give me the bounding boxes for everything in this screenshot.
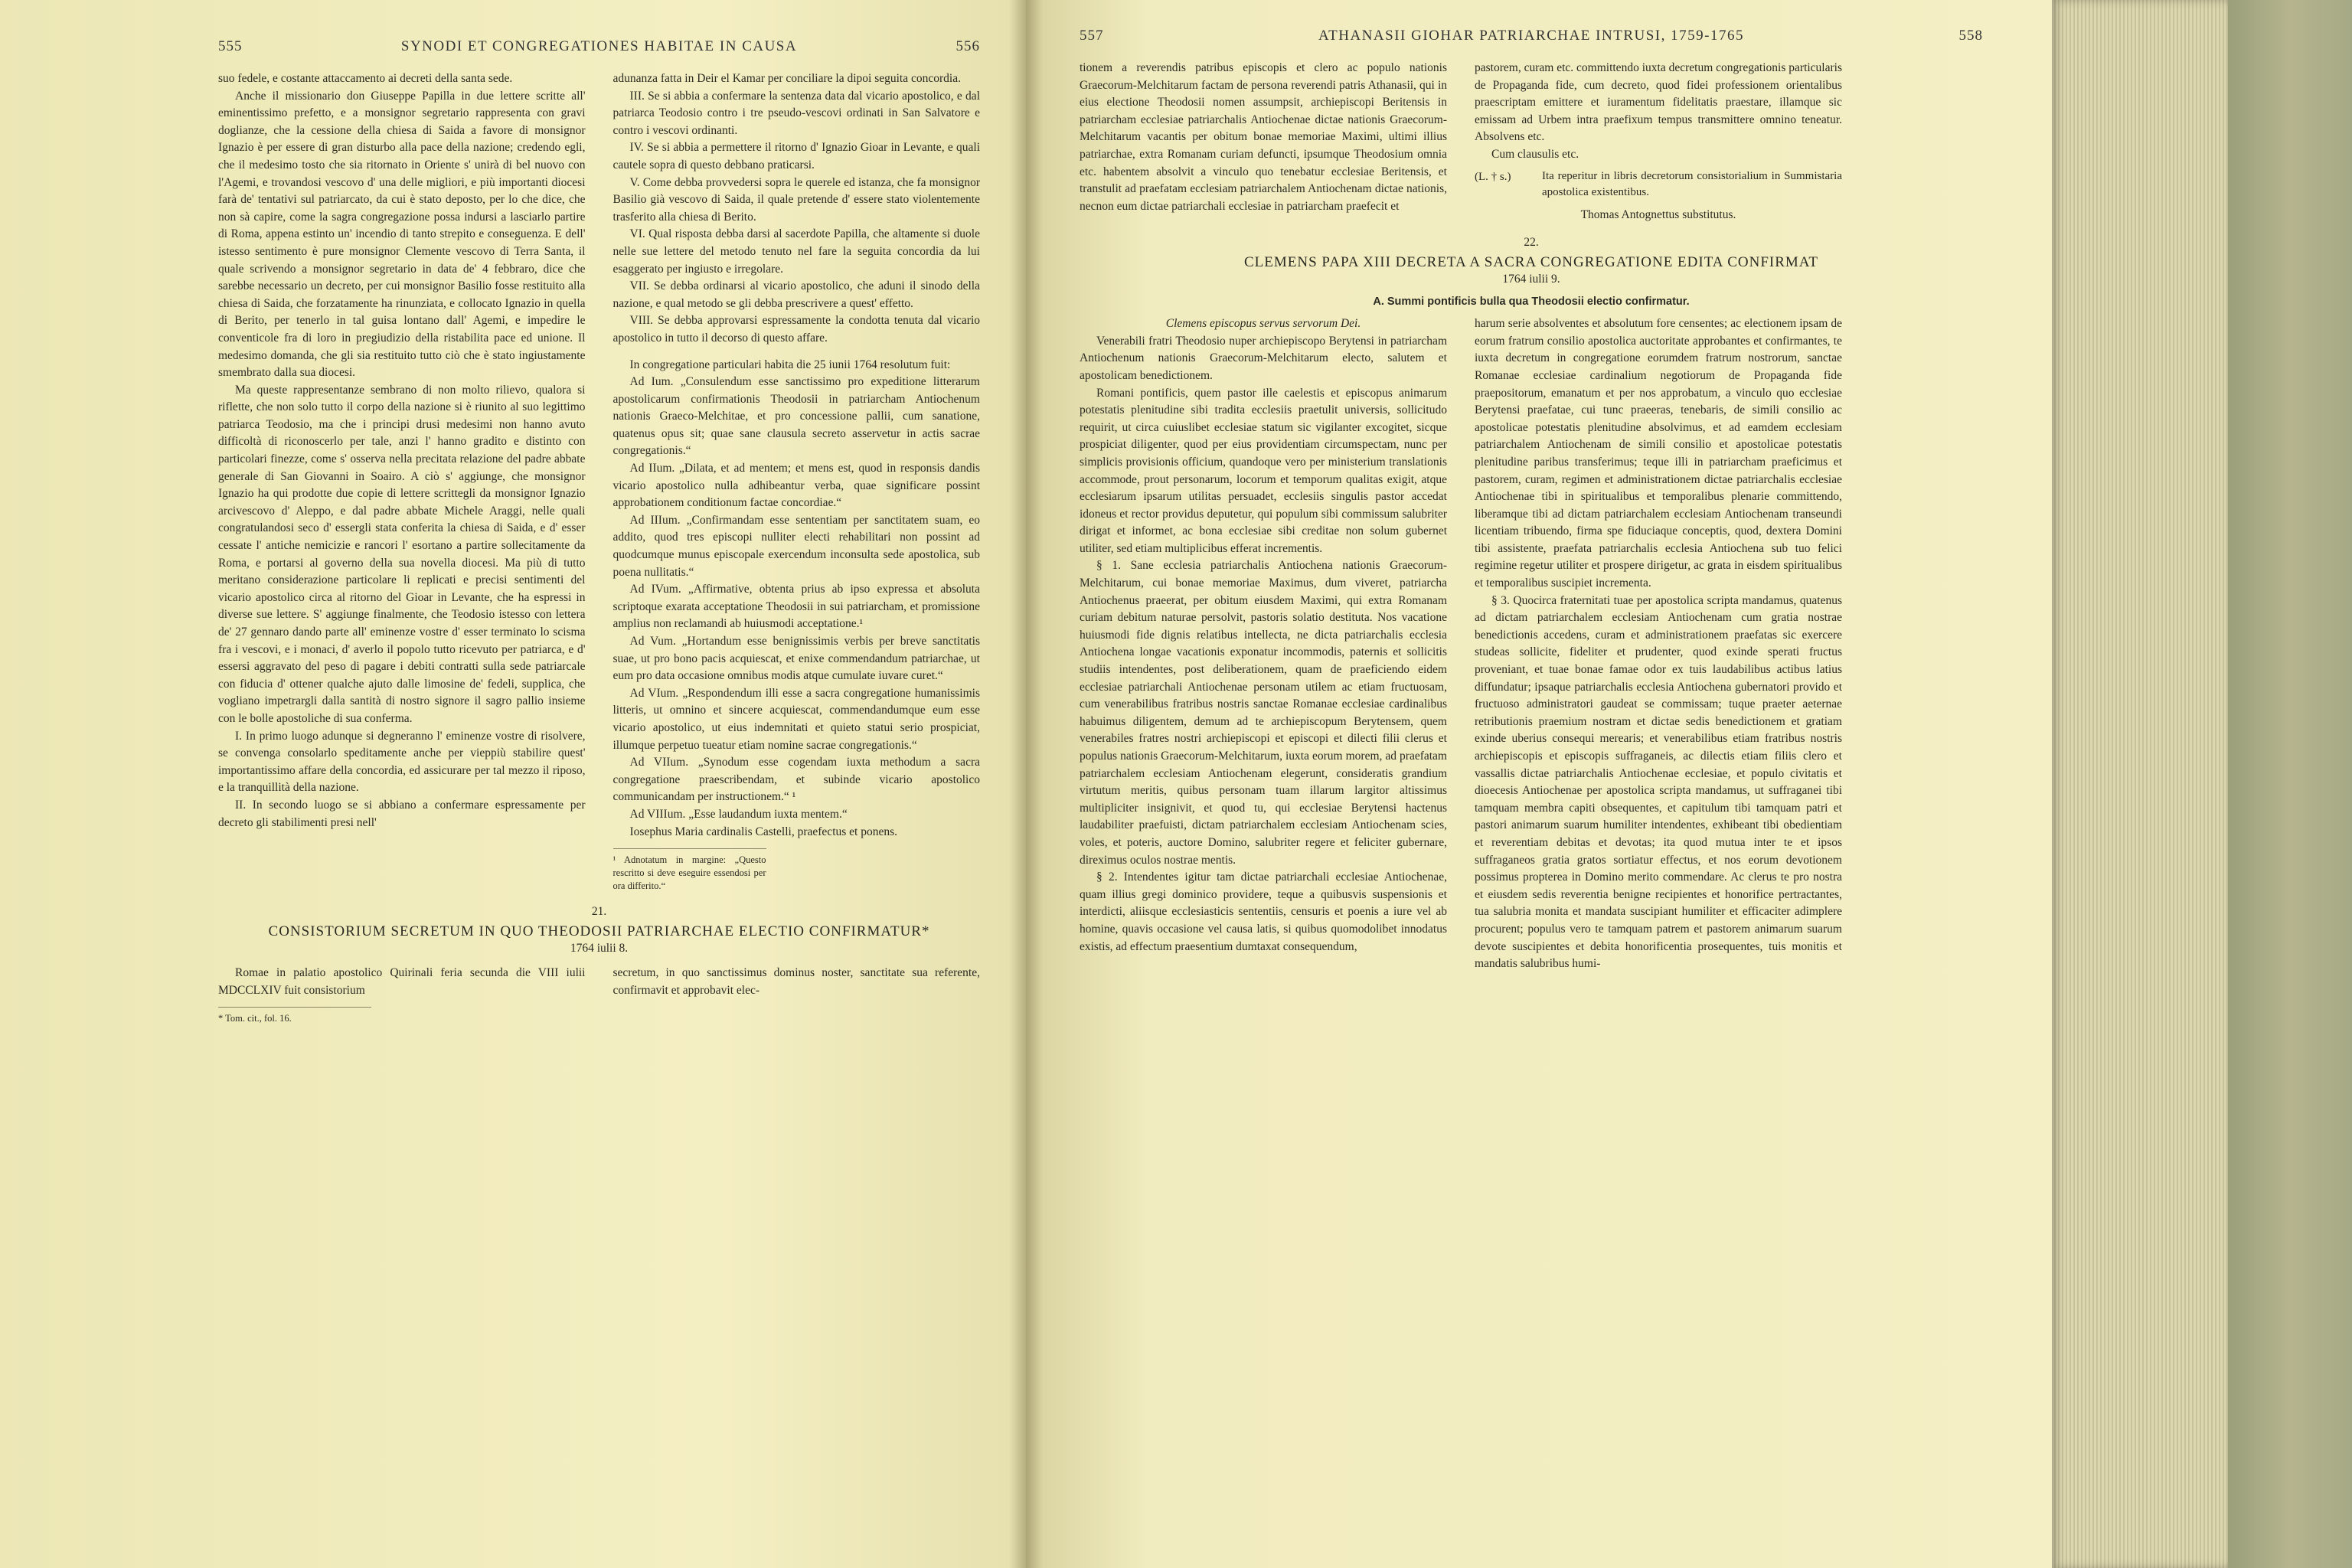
left-running-head <box>218 38 980 55</box>
right-columns <box>1080 315 1983 973</box>
section-columns <box>218 965 980 1025</box>
paragraph: Ad Vum. „Hortandum esse benignissimis verbis per breve sanctitatis suae, ut pro bono pacis acquiescat, et enixe commendandum patriarchae, ut eum pro data occasione omnibus modis atque cumulate iuvare curet.“ <box>612 635 980 683</box>
left-page <box>0 0 1026 1568</box>
paragraph: Ad IIIum. „Confirmandam esse sententiam per sanctitatem suam, eo addito, quod tres episcopi nulliter electi rehabilitari non possint ad quodcumque munus episcopale exercendum inconsulta sede apostolica, sub poena nullitatis.“ <box>612 513 980 579</box>
paragraph: II. In secondo luogo se si abbiano a confermare espressamente per decreto gli stabilimenti presi nell' <box>218 798 586 829</box>
paragraph: In congregatione particulari habita die 25 iunii 1764 resolutum fuit: <box>629 358 951 371</box>
section-date: 1764 iulii 8. <box>570 942 629 956</box>
paragraph: Ad VIIIum. „Esse laudandum iuxta mentem.“ <box>629 807 848 821</box>
paragraph: suo fedele, e costante attaccamento ai decreti della santa sede. <box>218 72 513 85</box>
right-top-column-1 <box>1080 60 1447 224</box>
paragraph: pastorem, curam etc. committendo iuxta decretum congregationis particularis de Propaganda fide, cum decreto, quod fidei professionem orientalibus praescriptam emittere et iuramentum fidelitatis praestare, illamque sic emissam ad Urbem intra praefixum tempus transmittere omnino teneatur. Absolvens etc. <box>1475 61 1842 144</box>
page-edges <box>2052 0 2228 1568</box>
paragraph: § 2. Intendentes igitur tam dictae patriarchali ecclesiae Antiochenae, quam illius gregi dominico providere, teque a quibusvis suspensionis et interdicti, aliisque ecclesiasticis sententiis, censuris et poenis a iure vel ab homine, quavis occasione vel causa latis, si quibus quomodolibet innodatus existis, ad effectum praesentium dumtaxat consequendum, <box>1080 871 1447 953</box>
paragraph: Venerabili fratri Theodosio nuper archiepiscopo Berytensi in patriarcham Antiochenum nationis Graecorum-Melchitarum electo, salutem et apostolicam benedictionem. <box>1080 334 1447 382</box>
book-cover <box>2228 0 2352 1568</box>
section-title: CLEMENS PAPA XIII DECRETA A SACRA CONGREGATIONE EDITA CONFIRMAT <box>1243 254 1819 271</box>
paragraph: VIII. Se debba approvarsi espressamente la condotta tenuta dal vicario apostolico in tutto il decorso di questo affare. <box>612 314 980 345</box>
signature: Thomas Antognettus substitutus. <box>1580 207 1736 221</box>
paragraph: harum serie absolventes et absolutum fore censentes; ac electionem ipsam de eorum fratrum consilio apostolica auctoritate approbantes et confirmantes, te iuxta decretum in congregatione eorumdem fratrum nostrorum, sanctae Romanae ecclesiae cardinalium negotiorum de Propaganda fide praepositorum, emanatum et per nos approbatum, a vinculo quo ecclesiae Berytensi praefatae, cui tunc praeeras, tenebaris, de simili consilio ac apostolicae potestatis plenitudine absolvimus, et ad eamdem ecclesiam patriarchalem Antiochenam de simili consilio et apostolicae potestatis plenitudine paribus transferimus; teque illi in patriarcham praeficimus et pastorem, curam, regimen et administrationem dictae patriarchalis ecclesiae Antiochenae tibi in spiritualibus et temporalibus plenarie committendo, liberamque tibi ad dictam patriarchalem ecclesiam Antiochenam transeundi licentiam tribuendo, firma spe fiduciaque conceptis, quod, dextera Domini tibi assistente, praefata patriarchalis ecclesia Antiochena sub tuo felici regimine regetur utiliter et prospere dirigetur, ac grata in eisdem spiritualibus et temporalibus suscipiet incrementa. <box>1475 317 1842 590</box>
seal-mark: (L. † s.) <box>1475 170 1511 183</box>
papal-salutation: Clemens episcopus servus servorum Dei. <box>1165 317 1361 331</box>
right-header-title: ATHANASII GIOHAR PATRIARCHAE INTRUSI, 1759-1765 <box>1318 28 1744 44</box>
section-number: 22. <box>1524 236 1539 250</box>
paragraph: VII. Se debba ordinarsi al vicario apostolico, che aduni il sinodo della nazione, e qual metodo se gli debba prescrivere a quest' effetto. <box>612 279 980 310</box>
section-subhead: A. Summi pontificis bulla qua Theodosii electio confirmatur. <box>1373 296 1690 309</box>
section-number: 21. <box>591 905 607 919</box>
paragraph: Romani pontificis, quem pastor ille caelestis et episcopus animarum potestatis plenitudine sibi tradita ecclesiis praetulit universis, sollicitudo requirit, ut circa cuiuslibet ecclesiae statum sic vigilanter excogitet, sicque prospiciat diligenter, quod per eius providentiam circumspectam, nunc per simplicis provisionis officium, quandoque vero per ministerium translationis accommode, prout personarum, locorum et temporum qualitas exigit, atque ecclesiarum ipsarum utilitas persuadet, ecclesiis singulis pastor accedat idoneus et rector providus deputetur, qui populum sibi commissum salubriter dirigat et informet, ac bona ecclesiae sibi creditae non solum gubernet utiliter, sed etiam multiplicibus efferat incrementis. <box>1080 386 1447 555</box>
paragraph: Ad VIIum. „Synodum esse cogendam iuxta methodum a sacra congregatione praescribendam, et subinde vicario apostolico communicandam per instructionem.“ ¹ <box>612 756 980 804</box>
right-running-head <box>1080 28 1983 44</box>
left-header-title: SYNODI ET CONGREGATIONES HABITAE IN CAUSA <box>400 38 798 54</box>
paragraph: adunanza fatta in Deir el Kamar per conciliare la dipoi seguita concordia. <box>612 72 961 85</box>
footnote: * Tom. cit., fol. 16. <box>218 1007 371 1025</box>
paragraph: § 3. Quocirca fraternitati tuae per apostolica scripta mandamus, quatenus ad dictam patriarchalem ecclesiam Antiochenam cum gratia nostrae benedictionis accedens, curam et administrationem praefatas sic exercere studeas sollicite, fideliter et prudenter, quod exinde sperati fructus proveniant, et tuae bonae famae odor ex tuis laudabilibus actibus latius diffundatur; ipsaque patriarchalis ecclesia Antiochena gubernatori provido et fructuoso administratori gaudeat se commissam; tuque praeter aeternae retributionis praemium nostram et dictae sedis benedictionem et gratiam exinde uberius consequi merearis; et venerabilibus etiam fratribus nostris archiepiscopis et episcopis suffraganeis, ac dilectis etiam filiis clero et vassallis dictae patriarchalis Antiochenae ecclesiae, et populo civitatis et dioecesis Antiochenae per apostolica scripta mandamus, ut suffraganei tibi tamquam membra capiti obsequentes, et capitulum tibi tamquam patri et pastori animarum suarum humiliter intendentes, exhibeant tibi obedientiam et reverentiam debitas et devotas; ita quod mutua inter te et ipsos suffraganeos gratia gratos sortiatur effectus, et nos eorum devotionem possimus propterea in Domino merito commendare. Ac clerus te pro nostra et eiusdem sedis reverentia benigne recipientes et honorifice pertractantes, tua salubria monita et mandata suscipiant humiliter et efficaciter adimplere procurent; populus vero te tamquam patrem et pastorem animarum suarum devote suscipientes et debita honorificentia prosequentes, tuis monitis et mandatis salubribus humi- <box>1475 593 1842 971</box>
paragraph: I. In primo luogo adunque si degneranno l' eminenze vostre di risolvere, se convenga consolarlo speditamente anche per vieppiù stabilire quest' importantissimo affare della concordia, ed assicurare per tal mezzo il riposo, e la tranquillità della nazione. <box>218 729 586 795</box>
page-number-556: 556 <box>956 38 980 54</box>
paragraph: secretum, in quo sanctissimus dominus noster, sanctitate sua referente, confirmavit et approbavit elec- <box>612 966 980 997</box>
paragraph: § 1. Sane ecclesia patriarchalis Antiochena nationis Graecorum-Melchitarum, cui bonae memoriae Maximus, dum viveret, patriarcha Antiochenus praeerat, per obitum eiusdem Maximi, qui extra Romanam curiam debitum naturae persolvit, pastoris solatio destituta. Nos vacatione huiusmodi fide dignis relatibus intellecta, ne dicta patriarchalis ecclesia Antiochena longae vacationis exponatur incommodis, paternis et sollicitis studiis intendentes, post deliberationem, quam de praeficiendo eidem ecclesiae patriarchali Antiochenae personam utilem ac etiam fructuosam, cum venerabilibus fratribus nostris sanctae Romanae ecclesiae cardinalibus habuimus diligentem, demum ad te archiepiscopum Berytensem, quem venerabiles fratres nostri archiepiscopi et episcopi et dilecti filii clerus et populus nationis Graecorum-Melchitarum, iuxta eorum morem, ad praefatam patriarchalem ecclesiam Antiochenam elegerunt, consideratis grandium virtutum meritis, quibus personam tuam illarum largitor altissimus multipliciter insignivit, et quod tu, qui ecclesiae Berytensi hactenus laudabiliter praefuisti, dictam patriarchalem ecclesiam Antiochenam scies, voles, et poteris, auctore Domino, salubriter regere et feliciter gubernare, direximus oculos nostrae mentis. <box>1080 559 1447 867</box>
page-number-558: 558 <box>1958 28 1983 44</box>
paragraph: Ma queste rappresentanze sembrano di non molto rilievo, qualora si riflette, che non solo tutto il corpo della nazione si è riunito al suo legittimo patriarca Teodosio, ma che i principi drusi medesimi non hanno avuto difficoltà di riconoscerlo per tale, anzi l' hanno gradito e distinto con particolari finezze, come s' osserva nella precitata relazione del padre abbate generale di San Giovanni in Soairo. A ciò s' aggiunge, che monsignor Ignazio ha qui prodotte due copie di lettere scrittegli da monsignor Ignazio arcivescovo d' Aleppo, e dal padre abbate Michele Araggi, nelle quali congratulandosi seco d' essergli stata conferita la chiesa di Saida, e d' esser cessate l' antiche nemicizie e rancori l' esortano a partire sollecitamente da Roma, e portarsi al governo della sua novella diocesi. Ma più di tutto meritano considerazione particolare li replicati e precisi sentimenti del vicario apostolico circa al ritorno del Gioar in Levante, che ha espressi in diverse sue lettere. S' aggiunge finalmente, che Teodosio istesso con lettera de' 27 gennaro dando parte all' eminenze vostre d' esser terminato lo scisma fra i vescovi, e i monaci, d' averlo il popolo tutto ricevuto per patriarca, e d' essersi aggravato del peso di pagare i debiti contratti sulla sede patriarcale con fiducia d' ottener qualche ajuto dalle limosine de' fedeli, supplica, che vogliano impetrargli dalla santità di nostro signore il sagro pallio insieme con le bolle apostoliche di sua conferma. <box>218 383 586 725</box>
paragraph: Ad IVum. „Affirmative, obtenta prius ab ipso expressa et absoluta scriptoque exarata acceptatione Theodosii in sui patriarcham, et promissione amplius non reclamandi ab huiusmodi acceptatione.¹ <box>612 583 980 631</box>
clausulis: Cum clausulis etc. <box>1491 147 1579 161</box>
left-columns <box>218 70 980 893</box>
paragraph: VI. Qual risposta debba darsi al sacerdote Papilla, che altamente si duole nelle sue lettere del metodo tenuto nel fare la seguita concordia da lui esaggerato per ingiusto e irregolare. <box>612 227 980 276</box>
footnote: ¹ Adnotatum in margine: „Questo rescritto si deve eseguire essendosi per ora differito.“ <box>613 848 766 893</box>
seal-row <box>1475 168 1842 201</box>
section-column-2 <box>613 965 981 1025</box>
section-date: 1764 iulii 9. <box>1502 273 1560 286</box>
right-column-2 <box>1475 315 1842 973</box>
page-number-557: 557 <box>1080 28 1104 44</box>
signature: Iosephus Maria cardinalis Castelli, praefectus et ponens. <box>629 825 897 838</box>
paragraph: Romae in palatio apostolico Quirinali feria secunda die VIII iulii MDCCLXIV fuit consistorium <box>218 966 586 997</box>
section-column-1 <box>218 965 586 1025</box>
paragraph: tionem a reverendis patribus episcopis et clero ac populo nationis Graecorum-Melchitarum factam de persona reverendi patris Athanasii, qui in eius electione Theodosii nomen assumpsit, archiepiscopi Beritensis in patriarcham ecclesiae patriarchalis Antiochenae dictae nationis Graecorum-Melchitarum vacantis per obitum bonae memoriae Maximi, ultimi illius patriarchae, extra Romanam curiam defuncti, ipsumque Theodosium omnia etc. habentem absolvit a vinculo quo tenebatur ecclesiae Beritensis, et transtulit ad praefatam ecclesiam patriarchalem Antiochenam dictae nationis, necnon eum dictae patriarchali ecclesiae in patriarcham praefecit et <box>1080 61 1447 213</box>
section-title: CONSISTORIUM SECRETUM IN QUO THEODOSII PATRIARCHAE ELECTIO CONFIRMATUR* <box>268 923 930 940</box>
right-column-1 <box>1080 315 1447 973</box>
left-column-1 <box>218 70 586 893</box>
paragraph: Ad Ium. „Consulendum esse sanctissimo pro expeditione litterarum apostolicarum confirmationis Theodosii in patriarcham Antiochenum nationis Graeco-Melchitae, et pro concessione pallii, cum sanatione, quatenus opus sit; quae sane clausula secreto asservetur in actis sacrae congregationis.“ <box>612 375 980 458</box>
paragraph: III. Se si abbia a confermare la sentenza data dal vicario apostolico, e dal patriarca Teodosio contro i tre pseudo-vescovi ordinati in San Salvatore e contro i vescovi ordinanti. <box>612 89 980 137</box>
paragraph: V. Come debba provvedersi sopra le querele ed istanza, che fa monsignor Basilio già vescovo di Saida, il quale pretende d' essere stato violentemente trasferito alla chiesa di Berito. <box>612 175 980 224</box>
right-top-column-2 <box>1475 60 1842 224</box>
paragraph: Anche il missionario don Giuseppe Papilla in due lettere scritte all' eminentissimo prefetto, e a monsignor segretario rappresenta con gravi doglianze, che la cessione della chiesa di Saida a favore di monsignor Ignazio è per essere di gran disturbo alla pace della nazione; credendo egli, che il medesimo tosto che sia ritornato in Oriente s' unirà di bel nuovo con l'Agemi, e trovandosi vescovo d' una delle migliori, e più importanti diocesi farà de' tentativi sul patriarcato, da cui è stato deposto, per lo che dice, che non sà capire, come la sagra congregazione possa indursi a lasciarlo partire di Roma, appena estinto un' incendio di tanto strepito e conseguenza. E dell' istesso sentimento è pure monsignor Clemente vescovo di Terra Santa, il quale scrivendo a monsignor segretario in data de' 4 febbraro, dice che sarebbe necessario un decreto, per cui monsignor Basilio fosse restituito alla chiesa di Saida, che forzatamente ha rinunziata, e collocato Ignazio in quella di Berito, per tenerlo in tal guisa lontano dall' Agemi, e impedire le conventicole fra di loro in pregiudizio della ristabilita pace ed unione. Il medesimo domanda, che gli sia restituito tutto ciò che è stato ingiustamente smembrato dalla sua diocesi. <box>218 89 586 380</box>
left-column-2 <box>613 70 981 893</box>
paragraph: Ad VIum. „Respondendum illi esse a sacra congregatione humanissimis litteris, ut omnino et sincere acquiescat, commendandumque eum esse vicario apostolico, ut eius indemnitati et quieto statui serio prospiciat, illumque perpetuo tueatur etiam nomine sacrae congregationis.“ <box>612 686 980 752</box>
right-page <box>1026 0 2052 1568</box>
book-gutter <box>1009 0 1043 1568</box>
seal-text: Ita reperitur in libris decretorum consistorialium in Summistaria apostolica existentibus. <box>1542 169 1842 198</box>
paragraph: Ad IIum. „Dilata, et ad mentem; et mens est, quod in responsis dandis vicario apostolico nulla adhibeantur verba, quae significare possint approbationem conditionum factae concordiae.“ <box>612 462 980 510</box>
right-top-columns <box>1080 60 1983 224</box>
paragraph: IV. Se si abbia a permettere il ritorno d' Ignazio Gioar in Levante, e quali cautele sopra di questo debbano praticarsi. <box>612 141 980 172</box>
page-number-555: 555 <box>218 38 243 54</box>
